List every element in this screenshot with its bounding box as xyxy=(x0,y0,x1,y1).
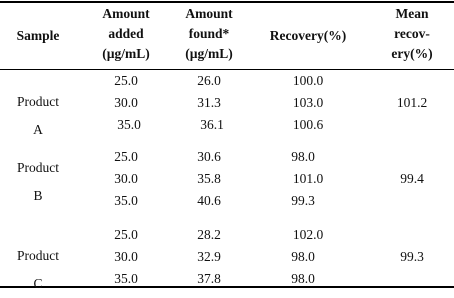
sample-name-product-a: Product A xyxy=(17,94,59,137)
header-amount-found: Amount found* (µg/mL) xyxy=(185,6,233,61)
cell-recovery: 103.0 xyxy=(292,95,324,110)
cell-recovery: 101.0 xyxy=(292,171,324,186)
cell-recovery: 98.0 xyxy=(291,149,315,164)
cell-added: 25.0 xyxy=(114,149,138,164)
cell-recovery: 99.3 xyxy=(291,193,315,208)
cell-recovery: 100.0 xyxy=(292,73,324,88)
cell-found: 35.8 xyxy=(197,171,221,186)
cell-added: 35.0 xyxy=(114,271,138,286)
cell-found: 30.6 xyxy=(197,149,221,164)
cell-recovery: 98.0 xyxy=(291,249,315,264)
cell-added: 25.0 xyxy=(114,227,138,242)
table-header-rule xyxy=(0,69,454,70)
cell-added: 30.0 xyxy=(114,95,138,110)
cell-recovery: 100.6 xyxy=(292,117,324,132)
cell-found: 28.2 xyxy=(197,227,221,242)
header-recovery: Recovery(%) xyxy=(269,28,347,43)
cell-added: 30.0 xyxy=(114,171,138,186)
cell-recovery: 102.0 xyxy=(292,227,324,242)
cell-added: 30.0 xyxy=(114,249,138,264)
cell-found: 31.3 xyxy=(197,95,221,110)
sample-name-product-b: Product B xyxy=(17,160,59,203)
header-amount-added: Amount added (µg/mL) xyxy=(102,6,150,61)
cell-added: 35.0 xyxy=(117,117,141,132)
cell-found: 32.9 xyxy=(197,249,221,264)
cell-added: 35.0 xyxy=(114,193,138,208)
cell-recovery: 98.0 xyxy=(291,271,315,286)
cell-found: 37.8 xyxy=(197,271,221,286)
header-mean-recovery: Mean recov- ery(%) xyxy=(391,6,433,61)
cell-added: 25.0 xyxy=(114,73,138,88)
sample-name-product-c: Product C xyxy=(17,248,59,291)
cell-mean-recovery: 99.3 xyxy=(400,249,424,264)
cell-mean-recovery: 101.2 xyxy=(396,95,428,110)
header-sample: Sample xyxy=(16,28,60,43)
table-top-rule xyxy=(0,1,454,3)
cell-found: 40.6 xyxy=(197,193,221,208)
cell-mean-recovery: 99.4 xyxy=(400,171,424,186)
cell-found: 36.1 xyxy=(200,117,224,132)
cell-found: 26.0 xyxy=(197,73,221,88)
